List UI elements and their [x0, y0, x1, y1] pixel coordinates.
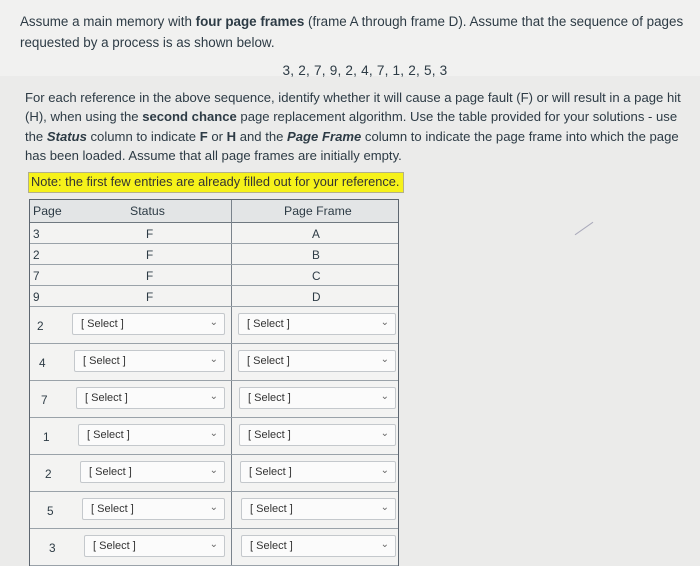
page-frame-select[interactable] — [241, 498, 396, 520]
status-select-value: [ Select ] — [81, 318, 124, 330]
chevron-down-icon: ⌄ — [209, 317, 218, 328]
status-select[interactable] — [76, 387, 225, 409]
cell-page-frame: A — [312, 227, 320, 241]
cell-page-frame: D — [312, 290, 321, 304]
row-divider — [30, 528, 398, 529]
cell-page: 7 — [41, 393, 48, 407]
chevron-down-icon: ⌄ — [380, 502, 389, 513]
intro-bold-1: four page frames — [195, 14, 305, 29]
row-divider — [30, 491, 398, 492]
instr-t3: column to indicate — [86, 128, 200, 144]
instr-b1: second chance — [142, 109, 237, 125]
chevron-down-icon: ⌄ — [380, 317, 389, 328]
row-divider — [30, 417, 398, 418]
chevron-down-icon: ⌄ — [380, 465, 389, 476]
status-select-value: [ Select ] — [87, 429, 130, 441]
answer-table — [29, 199, 399, 566]
page-frame-select-value: [ Select ] — [248, 392, 291, 404]
page-frame-select-value: [ Select ] — [247, 318, 290, 330]
cell-page: 4 — [39, 356, 46, 370]
chevron-down-icon: ⌄ — [380, 428, 389, 439]
instr-t2: page replacement algorithm. Use the table provided for your solutions - use the — [25, 109, 678, 144]
status-select[interactable] — [74, 350, 225, 372]
page-frame-select[interactable] — [239, 424, 396, 446]
cell-page: 5 — [47, 504, 54, 518]
intro-text-2: (frame A through frame D). Assume that the sequence of pages requested by a process is as shown below. — [20, 14, 684, 50]
status-select[interactable] — [78, 424, 225, 446]
cell-page: 3 — [49, 541, 56, 555]
page-frame-select-value: [ Select ] — [250, 540, 293, 552]
status-select-value: [ Select ] — [93, 540, 136, 552]
chevron-down-icon: ⌄ — [380, 391, 389, 402]
page-frame-select[interactable] — [241, 535, 396, 557]
stray-pen-mark — [575, 222, 594, 235]
table-header-row — [30, 200, 398, 223]
instr-t6: column to indicate the page frame into which the page has been loaded. Assume that all page frames are initially empty. — [25, 128, 679, 164]
header-page: Page — [33, 204, 62, 218]
status-select[interactable] — [82, 498, 225, 520]
instr-b2: Status — [46, 128, 87, 144]
instr-b4: H — [226, 128, 237, 144]
instr-b3: F — [199, 128, 208, 144]
cell-page: 3 — [33, 227, 40, 241]
page-frame-select[interactable] — [238, 313, 396, 335]
question-intro-text — [20, 11, 700, 53]
status-select-value: [ Select ] — [85, 392, 128, 404]
cell-page: 2 — [37, 319, 44, 333]
status-select-value: [ Select ] — [83, 355, 126, 367]
chevron-down-icon: ⌄ — [380, 354, 389, 365]
cell-page: 1 — [43, 430, 50, 444]
cell-page: 2 — [33, 248, 40, 262]
status-select[interactable] — [84, 535, 225, 557]
status-select[interactable] — [72, 313, 225, 335]
chevron-down-icon: ⌄ — [209, 539, 218, 550]
status-select-value: [ Select ] — [89, 466, 132, 478]
cell-status: F — [146, 227, 154, 241]
cell-page: 9 — [33, 290, 40, 304]
page-sequence: 3, 2, 7, 9, 2, 4, 7, 1, 2, 5, 3 — [282, 63, 448, 78]
row-divider — [30, 285, 398, 286]
chevron-down-icon: ⌄ — [209, 502, 218, 513]
cell-status: F — [146, 248, 154, 262]
instr-b5: Page Frame — [287, 128, 362, 144]
column-divider — [231, 200, 232, 565]
page-frame-select-value: [ Select ] — [247, 355, 290, 367]
cell-page: 7 — [33, 269, 40, 283]
page-frame-select-value: [ Select ] — [249, 466, 292, 478]
status-select-value: [ Select ] — [91, 503, 134, 515]
header-status: Status — [130, 204, 165, 218]
cell-page-frame: C — [312, 269, 321, 283]
cell-page-frame: B — [312, 248, 320, 262]
row-divider — [30, 380, 398, 381]
instr-t1: For each reference in the above sequence, identify whether it will cause a page fault (F) or will result in a page hit (H), when using the — [25, 90, 681, 125]
instr-t4: or — [207, 128, 227, 144]
row-divider — [30, 306, 398, 307]
row-divider — [30, 454, 398, 455]
reference-note: Note: the first few entries are already filled out for your reference. — [28, 172, 404, 193]
instructions-text — [25, 88, 690, 166]
page-frame-select[interactable] — [240, 461, 396, 483]
cell-page: 2 — [45, 467, 52, 481]
chevron-down-icon: ⌄ — [380, 539, 389, 550]
status-select[interactable] — [80, 461, 225, 483]
header-page-frame: Page Frame — [284, 204, 352, 218]
row-divider — [30, 343, 398, 344]
cell-status: F — [146, 290, 154, 304]
chevron-down-icon: ⌄ — [209, 354, 218, 365]
page-frame-select-value: [ Select ] — [250, 503, 293, 515]
row-divider — [30, 264, 398, 265]
page-frame-select[interactable] — [239, 387, 396, 409]
cell-status: F — [146, 269, 154, 283]
instr-t5: and the — [236, 128, 288, 144]
chevron-down-icon: ⌄ — [209, 428, 218, 439]
page-frame-select-value: [ Select ] — [248, 429, 291, 441]
chevron-down-icon: ⌄ — [209, 465, 218, 476]
page-frame-select[interactable] — [238, 350, 396, 372]
chevron-down-icon: ⌄ — [209, 391, 218, 402]
row-divider — [30, 243, 398, 244]
intro-text-1: Assume a main memory with — [20, 14, 196, 29]
